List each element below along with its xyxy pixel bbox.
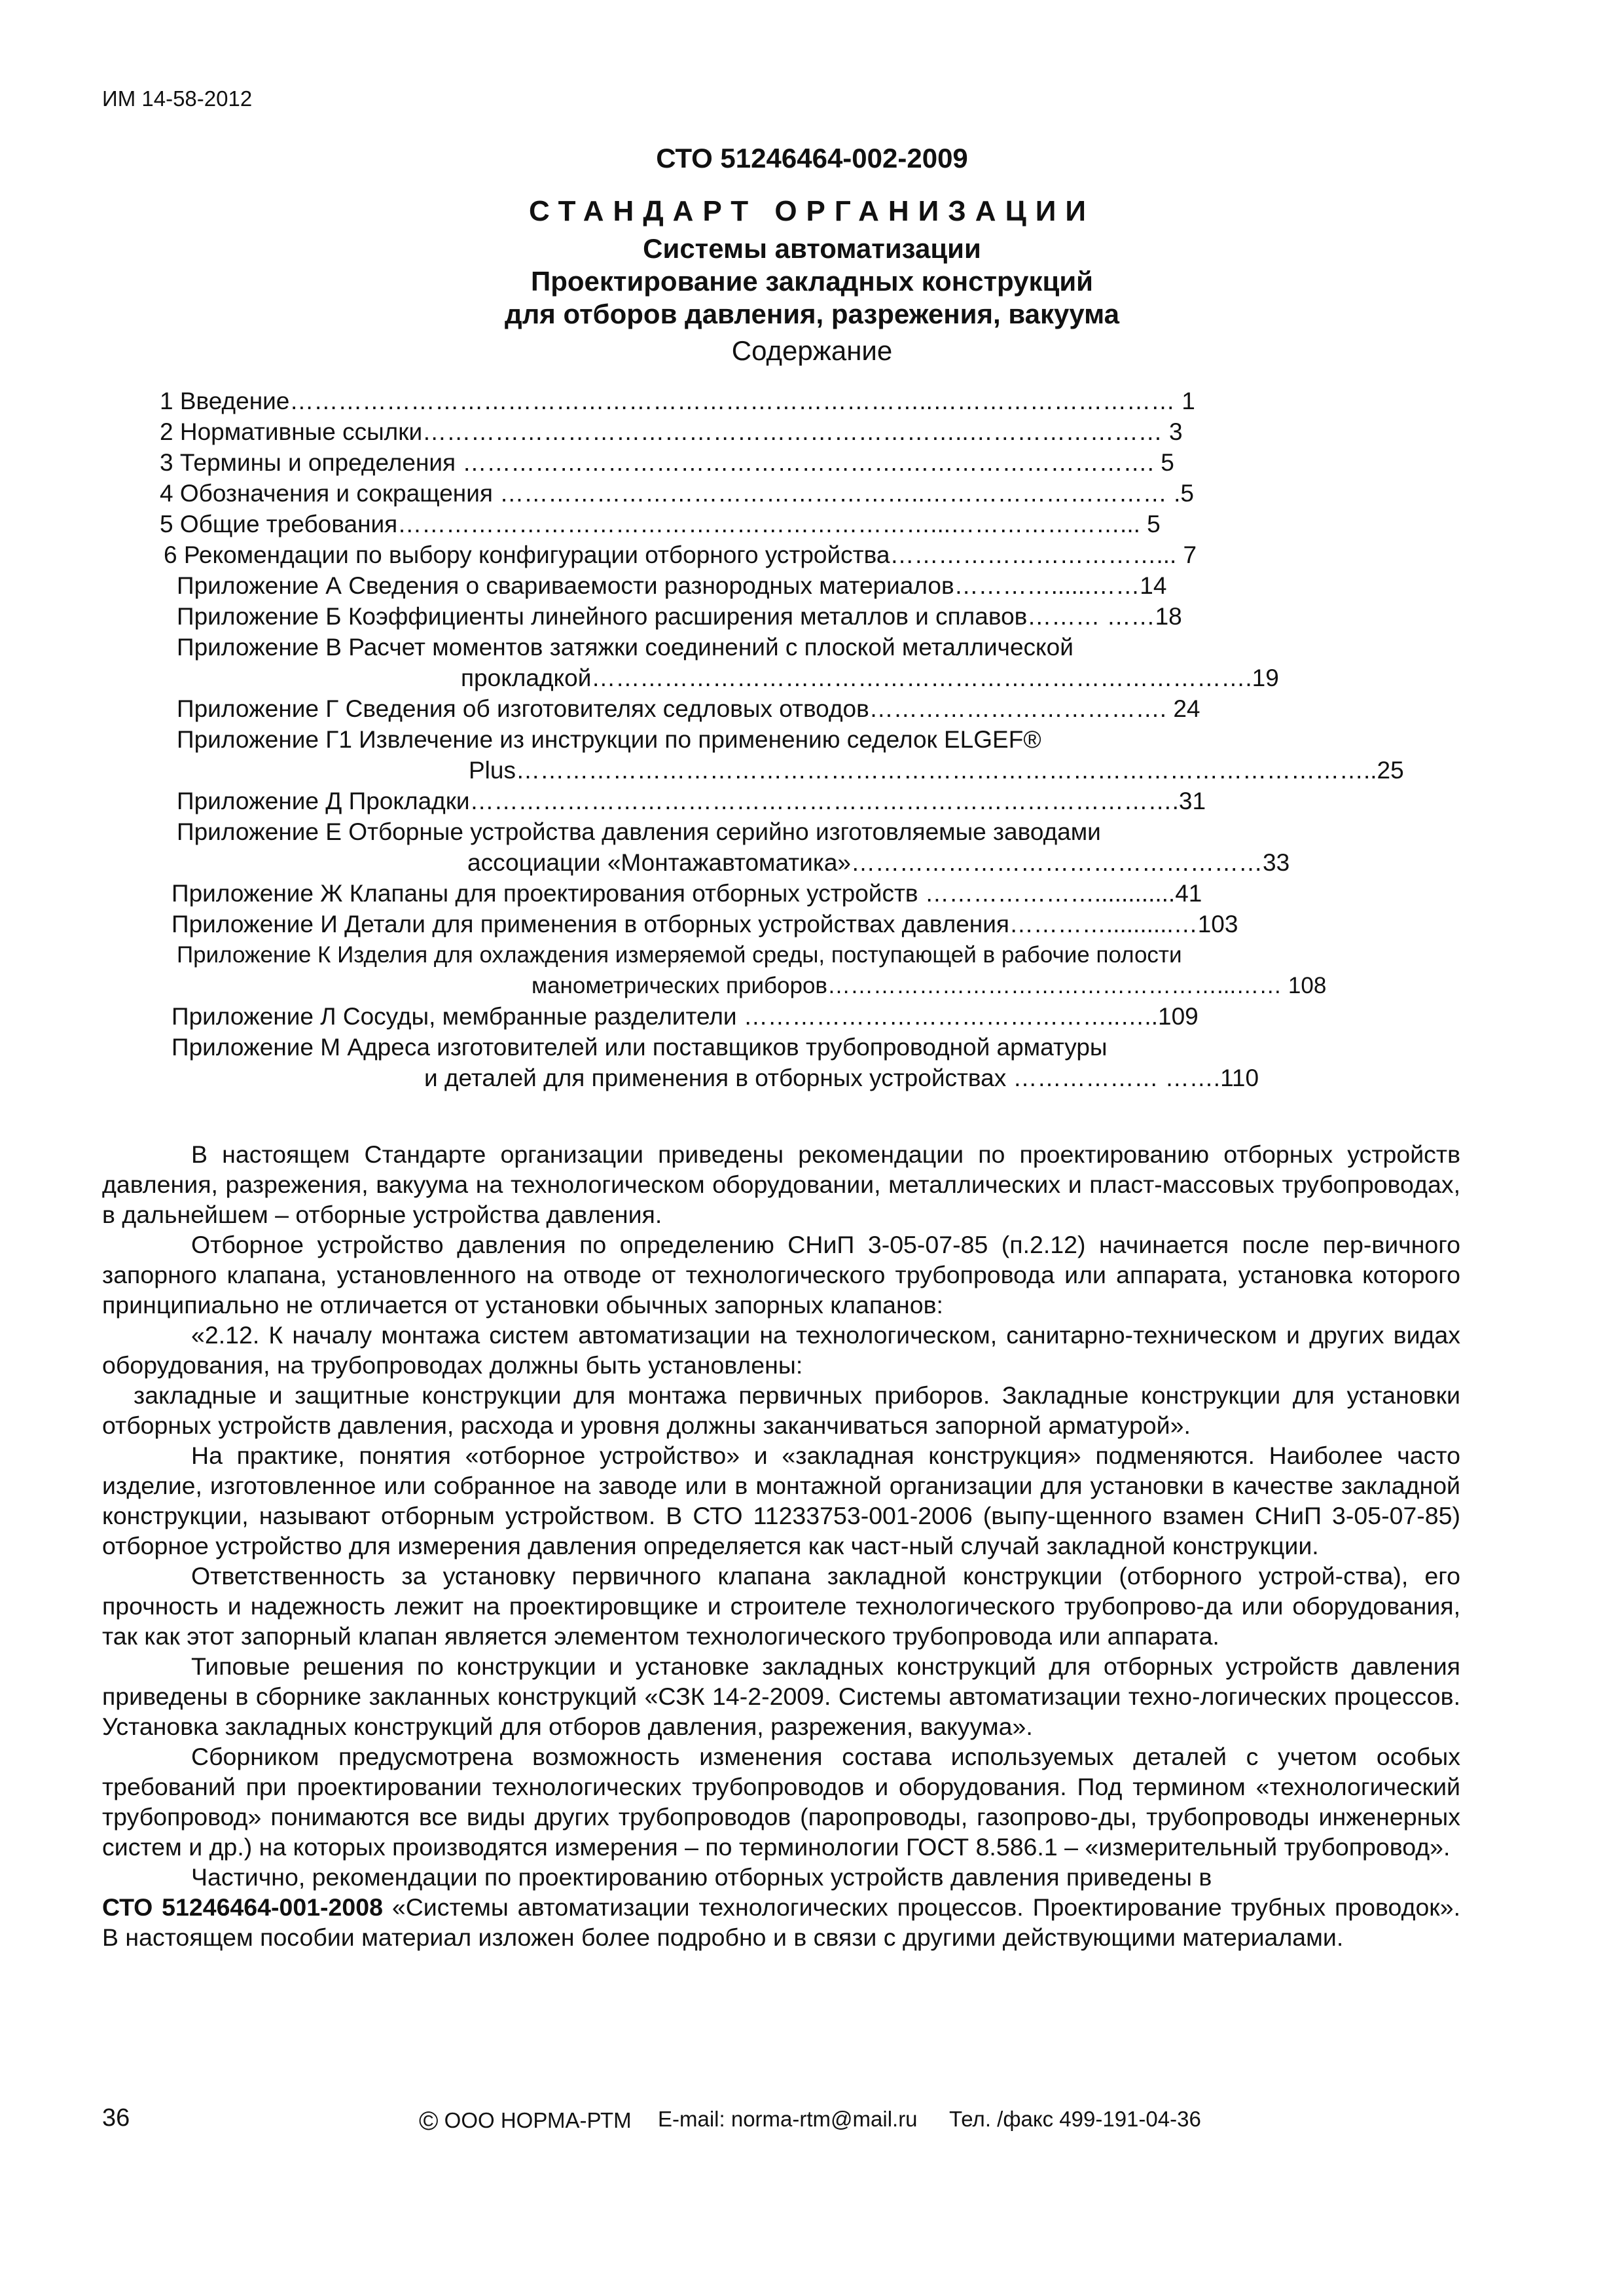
toc-entry[interactable]: Приложение Г Сведения об изготовителях седловых отводов………………………………. 24: [177, 695, 1200, 722]
paragraph: На практике, понятия «отборное устройство» и «закладная конструкция» подменяются. Наиболее часто изделие, изготовленное или собранное на заводе или в монтажной организации для установки в качестве закладной конструкции, называют отборным устройством. В СТО 11233753-001-2006 (выпу-щенного взамен СНиП 3-05-07-85) отборное устройство для измерения давления определяется как част-ный случай закладной конструкции.: [102, 1442, 1460, 1559]
toc-entry[interactable]: Приложение Е Отборные устройства давления серийно изготовляемые заводами: [177, 818, 1101, 845]
toc-entry[interactable]: Приложение Д Прокладки…………………………………………………………………………….31: [177, 788, 1206, 814]
footer-phone: Тел. /факс 499-191-04-36: [949, 2107, 1201, 2131]
toc-entry-continued[interactable]: ассоциации «Монтажавтоматика»……………………………………………33: [467, 849, 1290, 876]
company-name: ООО НОРМА-РТМ: [438, 2108, 632, 2132]
toc-entry[interactable]: Приложение И Детали для применения в отборных устройствах давления…………..........…103: [171, 911, 1238, 938]
body-text: [102, 1139, 1460, 1952]
contents-heading: Содержание: [731, 335, 893, 366]
toc-entry[interactable]: 6 Рекомендации по выбору конфигурации отборного устройства……………………………... 7: [164, 541, 1197, 568]
toc-entry[interactable]: Приложение М Адреса изготовителей или поставщиков трубопроводной арматуры: [171, 1034, 1108, 1061]
paragraph: Отборное устройство давления по определению СНиП 3-05-07-85 (п.2.12) начинается после пер-вичного запорного клапана, установленного на отводе от технологического трубопровода или аппарата, установка которого принципиально не отличается от установки обычных запорных клапанов:: [102, 1231, 1460, 1319]
standard-reference: СТО 51246464-001-2008: [102, 1893, 383, 1921]
paragraph-text: «Системы автоматизации технологических процессов. Проектирование трубных проводок». В настоящем пособии материал изложен более подробно и в связи с другими действующими материалами.: [102, 1893, 1460, 1951]
paragraph: Сборником предусмотрена возможность изменения состава используемых деталей с учетом особых требований при проектировании технологических трубопроводов и оборудования. Под термином «технологический трубопровод» понимаются все виды других трубопроводов (паропроводы, газопрово-ды, трубопроводы инженерных систем и др.) на которых производятся измерения – по терминологии ГОСТ 8.586.1 – «измерительный трубопровод».: [102, 1743, 1460, 1861]
paragraph-with-reference: [102, 1892, 1460, 1952]
toc-entry[interactable]: 1 Введение……………………………………………………………………..………………………… 1: [160, 388, 1195, 414]
copyright: [419, 2107, 632, 2136]
toc-entry[interactable]: 4 Обозначения и сокращения ……………………………………………..………………………… .5: [160, 480, 1194, 507]
toc-entry-continued[interactable]: и деталей для применения в отборных устройствах ……………… …….110: [424, 1065, 1259, 1091]
standard-number: СТО 51246464-002-2009: [656, 143, 968, 173]
paragraph: Частично, рекомендации по проектированию отборных устройств давления приведены в: [191, 1863, 1212, 1891]
paragraph: Ответственность за установку первичного клапана закладной конструкции (отборного устрой-ства), его прочность и надежность лежит на проектировщике и строителе технологического трубопрово-да или оборудования, так как этот запорный клапан является элементом технологического трубопровода или аппарата.: [102, 1562, 1460, 1650]
paragraph: Типовые решения по конструкции и установке закладных конструкций для отборных устройств давления приведены в сборнике закланных конструкций «СЗК 14-2-2009. Системы автоматизации техно-логических процессов. Установка закладных конструкций для отборов давления, разрежения, вакуума».: [102, 1652, 1460, 1740]
standard-heading: СТАНДАРТ ОРГАНИЗАЦИИ: [529, 195, 1095, 227]
document-code: ИМ 14-58-2012: [102, 86, 253, 111]
copyright-icon: ©: [419, 2107, 439, 2136]
title-design: Проектирование закладных конструкций: [531, 266, 1093, 297]
page-number: 36: [102, 2104, 130, 2132]
toc-entry[interactable]: Приложение К Изделия для охлаждения измеряемой среды, поступающей в рабочие полости: [177, 942, 1182, 968]
toc-entry[interactable]: Приложение А Сведения о свариваемости разнородных материалов…………......……14: [177, 572, 1167, 599]
toc-entry-continued[interactable]: манометрических приборов……………………………………………...…… 108: [532, 973, 1327, 998]
paragraph: В настоящем Стандарте организации приведены рекомендации по проектированию отборных устройств давления, разрежения, вакуума на технологическом оборудовании, металлических и пласт-массовых трубопроводах, в дальнейшем – отборные устройства давления.: [102, 1140, 1460, 1228]
quote-paragraph: «2.12. К началу монтажа систем автоматизации на технологическом, санитарно-техническом и других видах оборудования, на трубопроводах должны быть установлены:: [102, 1321, 1460, 1379]
toc-entry-continued[interactable]: прокладкой……………………………………………………………………….19: [461, 665, 1279, 691]
quote-paragraph: закладные и защитные конструкции для монтажа первичных приборов. Закладные конструкции для установки отборных устройств давления, расхода и уровня должны заканчиваться запорной арматурой».: [102, 1381, 1460, 1439]
toc-entry[interactable]: 5 Общие требования…………………………………………………………...…………………... 5: [160, 511, 1161, 538]
title-systems: Системы автоматизации: [643, 233, 981, 264]
toc-entry[interactable]: Приложение В Расчет моментов затяжки соединений с плоской металлической: [177, 634, 1074, 661]
toc-entry[interactable]: Приложение Ж Клапаны для проектирования отборных устройств …………………............41: [171, 880, 1202, 907]
toc-entry-continued[interactable]: Plus……………………………………………………………………………………………..25: [469, 757, 1404, 784]
toc-entry[interactable]: Приложение Л Сосуды, мембранные разделители ………………………………………..…..109: [171, 1003, 1199, 1030]
toc-entry[interactable]: 2 Нормативные ссылки…………………………………………………………..…………………… 3: [160, 418, 1183, 445]
toc-entry[interactable]: 3 Термины и определения ……………………………………………….…………………………. 5: [160, 449, 1174, 476]
toc-entry[interactable]: Приложение Г1 Извлечение из инструкции по применению седелок ELGEF®: [177, 726, 1041, 753]
title-subject: для отборов давления, разрежения, вакуума: [504, 299, 1120, 329]
footer-email[interactable]: E-mail: norma-rtm@mail.ru: [658, 2107, 918, 2131]
toc-entry[interactable]: Приложение Б Коэффициенты линейного расширения металлов и сплавов……… ……18: [177, 603, 1182, 630]
